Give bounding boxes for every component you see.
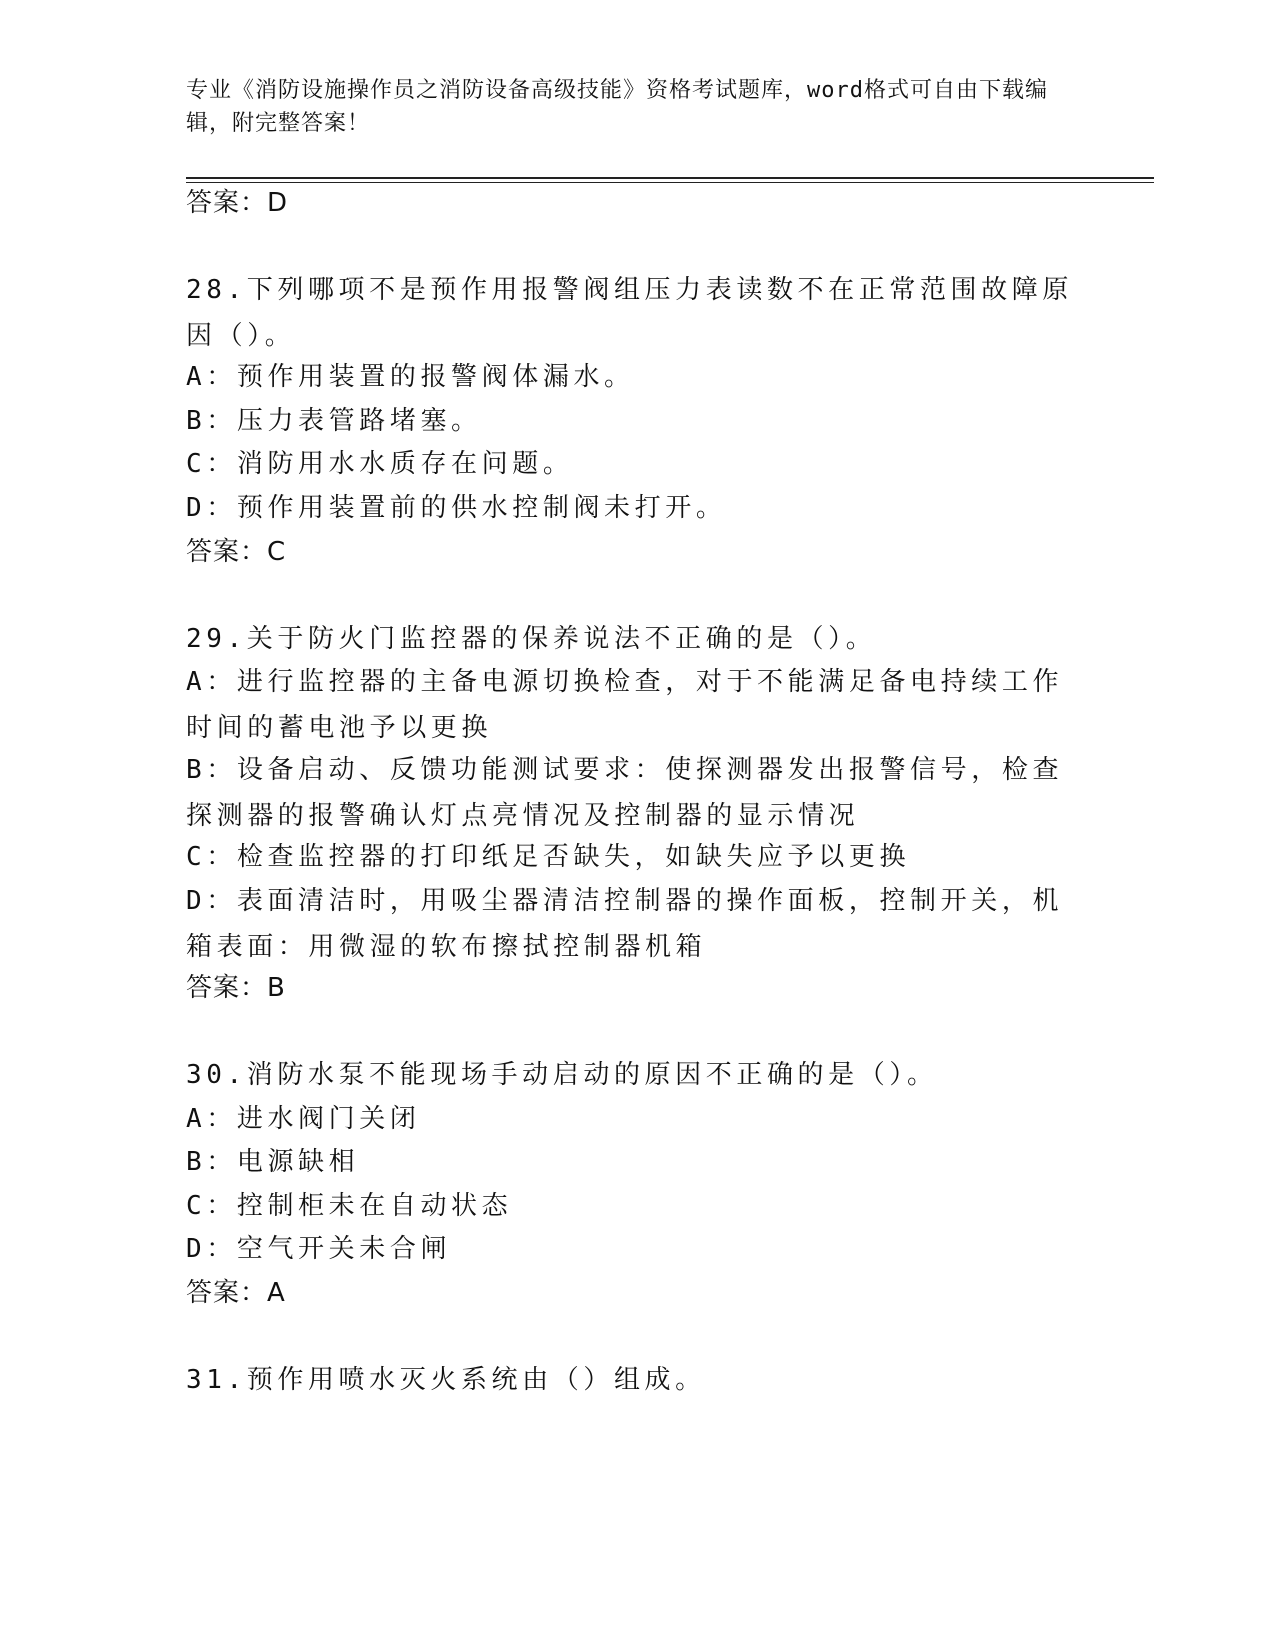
page-header: 专业《消防设施操作员之消防设备高级技能》资格考试题库，word格式可自由下载编辑，附完整答案！ bbox=[186, 78, 1048, 136]
question-29-option-a: A：进行监控器的主备电源切换检查，对于不能满足备电持续工作时间的蓄电池予以更换 bbox=[186, 667, 1064, 743]
header-rule-thin bbox=[186, 182, 1154, 183]
question-28-option-b: B：压力表管路堵塞。 bbox=[186, 406, 482, 436]
answer-28: 答案：C bbox=[186, 537, 287, 567]
question-29-option-d: D：表面清洁时，用吸尘器清洁控制器的操作面板，控制开关，机箱表面：用微湿的软布擦拭控制器机箱 bbox=[186, 886, 1064, 962]
question-30-option-a: A：进水阀门关闭 bbox=[186, 1104, 421, 1134]
question-29-option-b: B：设备启动、反馈功能测试要求：使探测器发出报警信号，检查探测器的报警确认灯点亮情况及控制器的显示情况 bbox=[186, 755, 1064, 831]
question-28-option-a: A：预作用装置的报警阀体漏水。 bbox=[186, 362, 635, 392]
question-28-option-d: D：预作用装置前的供水控制阀未打开。 bbox=[186, 493, 727, 523]
question-29-text: 29.关于防火门监控器的保养说法不正确的是（）。 bbox=[186, 624, 877, 654]
question-30-option-c: C：控制柜未在自动状态 bbox=[186, 1191, 513, 1221]
answer-30: 答案：A bbox=[186, 1278, 286, 1308]
question-28-option-c: C：消防用水水质存在问题。 bbox=[186, 449, 574, 479]
answer-29: 答案：B bbox=[186, 973, 286, 1003]
question-30-option-d: D：空气开关未合闸 bbox=[186, 1234, 452, 1264]
question-31-text: 31.预作用喷水灭火系统由（）组成。 bbox=[186, 1365, 706, 1395]
question-30-option-b: B：电源缺相 bbox=[186, 1147, 360, 1177]
question-29-option-c: C：检查监控器的打印纸足否缺失，如缺失应予以更换 bbox=[186, 842, 911, 872]
header-rule-thick bbox=[186, 177, 1154, 179]
answer-27: 答案：D bbox=[186, 188, 289, 218]
question-28-text: 28.下列哪项不是预作用报警阀组压力表读数不在正常范围故障原因（）。 bbox=[186, 275, 1073, 351]
question-30-text: 30.消防水泵不能现场手动启动的原因不正确的是（）。 bbox=[186, 1060, 938, 1090]
